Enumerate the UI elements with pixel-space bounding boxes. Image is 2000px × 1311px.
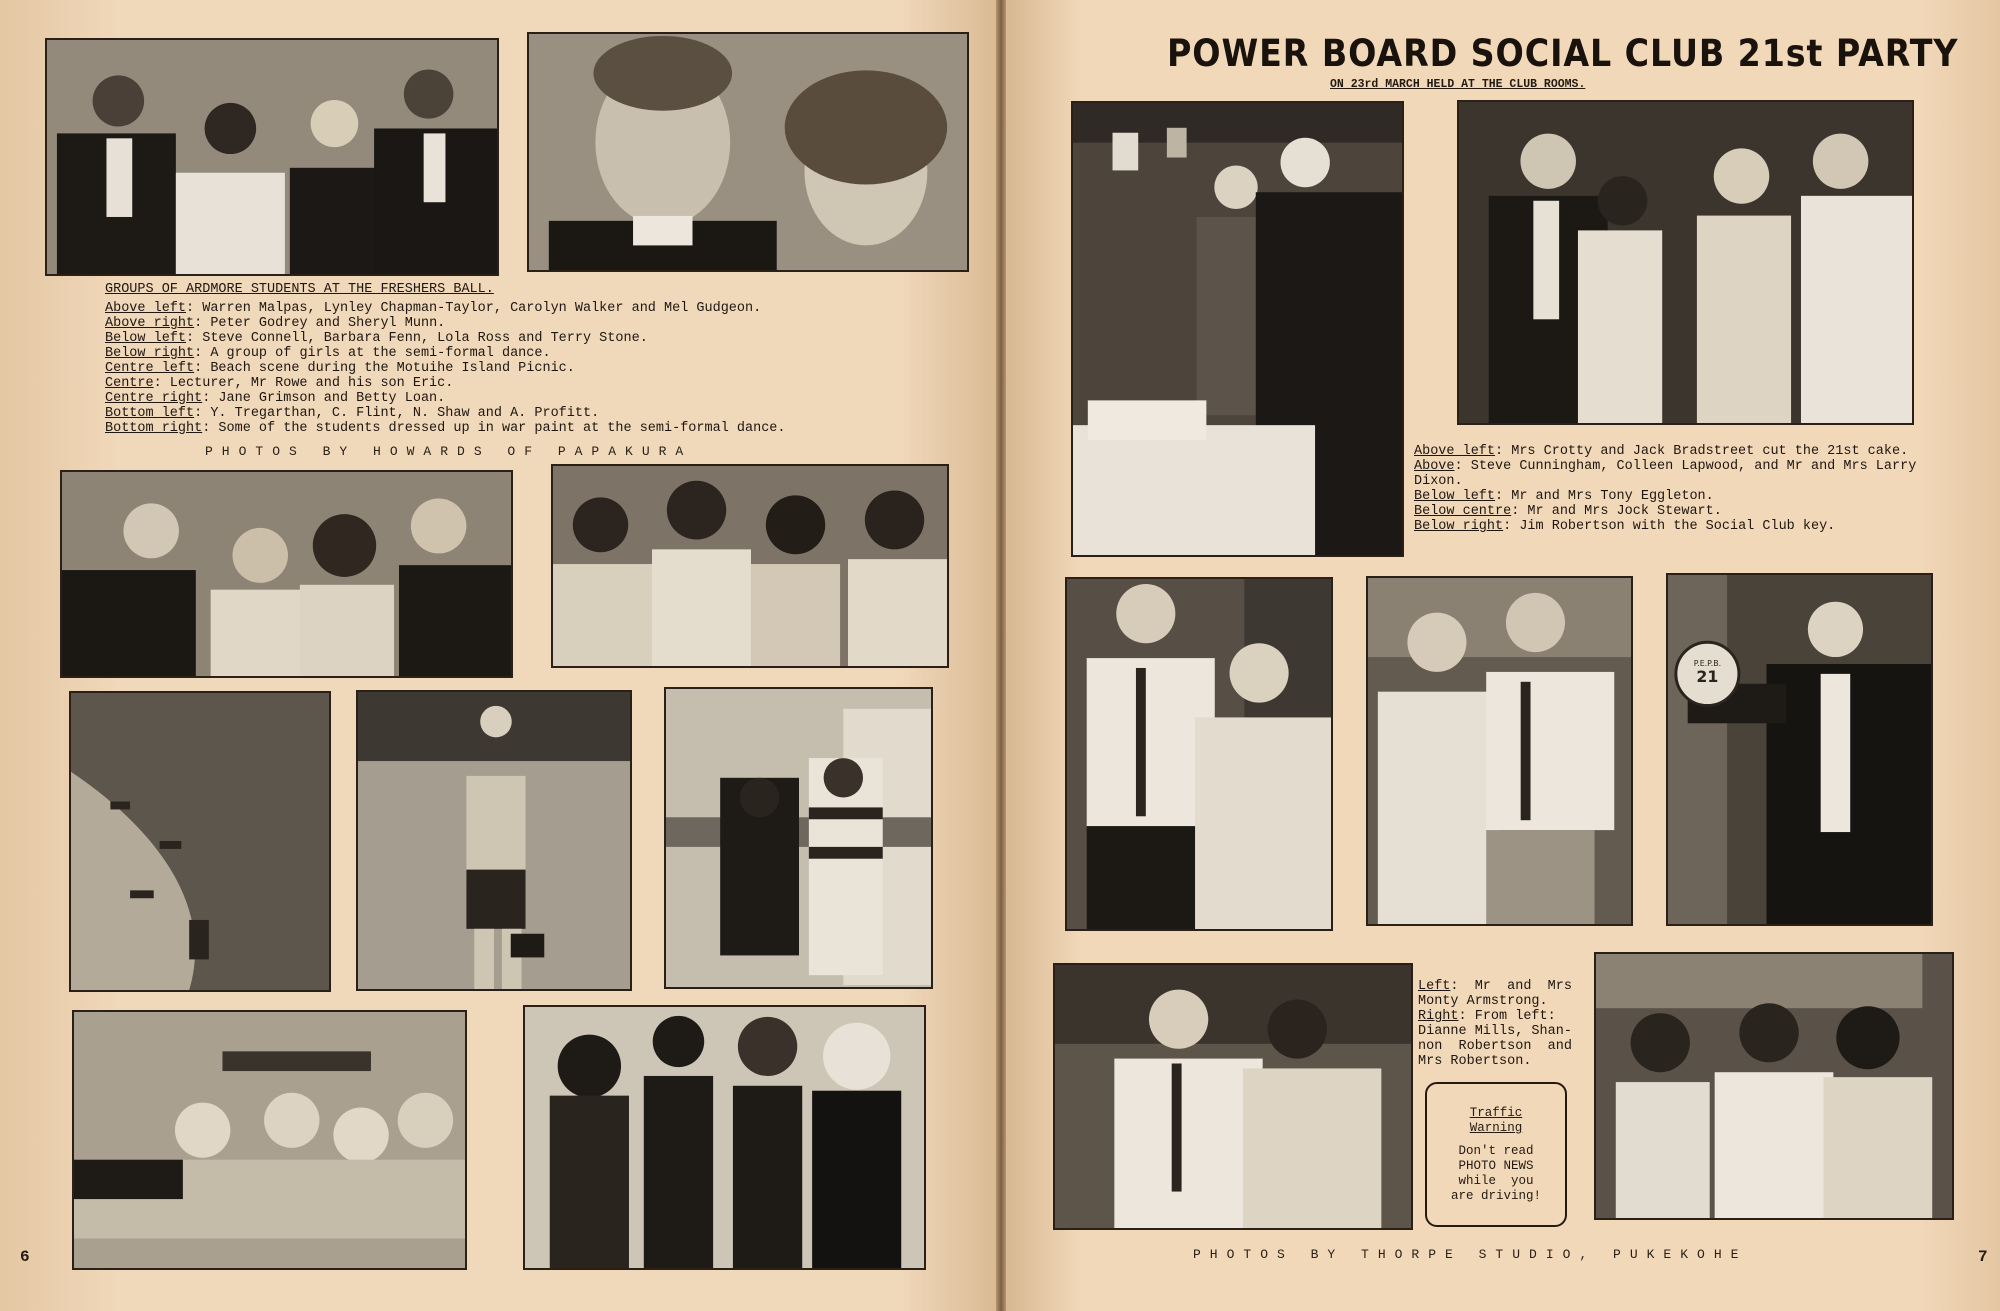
left-caption-list xyxy=(105,301,786,436)
warning-title-line1: Traffic xyxy=(1469,1106,1523,1120)
left-caption-line xyxy=(105,421,786,436)
right-caption-line xyxy=(1414,519,1916,534)
left-caption-text: : Beach scene during the Motuihe Island Picnic. xyxy=(194,361,575,376)
badge-text: P.E.P.B. xyxy=(1693,658,1722,668)
left-caption-label: Bottom right xyxy=(105,421,203,436)
side-caption-label: Right xyxy=(1418,1009,1459,1024)
left-caption-line xyxy=(105,406,786,421)
left-caption-line xyxy=(105,376,786,391)
page-title: POWER BOARD SOCIAL CLUB 21st PARTY xyxy=(1167,32,1959,75)
left-caption-label: Above left xyxy=(105,301,187,316)
left-caption-text: : A group of girls at the semi-formal dance. xyxy=(194,346,551,361)
warning-body: Don't read PHOTO NEWS while you are driving! xyxy=(1450,1144,1541,1203)
right-caption-list xyxy=(1414,444,1916,534)
left-caption-label: Centre right xyxy=(105,391,203,406)
left-caption-line xyxy=(105,331,786,346)
left-caption-label: Below left xyxy=(105,331,187,346)
svg-text:21: 21 xyxy=(1696,666,1719,686)
side-caption-label: Left xyxy=(1418,979,1451,994)
side-caption-text: : Mr and Mrs Monty Armstrong. xyxy=(1418,979,1572,1009)
right-page-number: 7 xyxy=(1978,1248,1988,1266)
left-caption-text: : Jane Grimson and Betty Loan. xyxy=(202,391,446,406)
right-caption-line xyxy=(1414,444,1916,459)
right-caption-text: : Mr and Mrs Jock Stewart. xyxy=(1511,504,1722,519)
photo-armstrong-couple xyxy=(1053,963,1413,1230)
left-caption-label: Bottom left xyxy=(105,406,195,421)
left-caption-label: Above right xyxy=(105,316,195,331)
photo-below-right-key xyxy=(1666,573,1933,926)
photo-below-left xyxy=(60,470,513,678)
left-page-number: 6 xyxy=(20,1248,30,1266)
right-caption-text: : Steve Cunningham, Colleen Lapwood, and Mr and Mrs Larry Dixon. xyxy=(1414,459,1917,489)
photo-centre xyxy=(356,690,632,991)
left-caption-text: : Y. Tregarthan, C. Flint, N. Shaw and A. Profitt. xyxy=(194,406,600,421)
left-caption-label: Below right xyxy=(105,346,195,361)
right-caption-text: : Mr and Mrs Tony Eggleton. xyxy=(1495,489,1714,504)
left-caption-line xyxy=(105,316,786,331)
right-caption-label: Below left xyxy=(1414,489,1496,504)
left-caption-text: : Lecturer, Mr Rowe and his son Eric. xyxy=(153,376,454,391)
left-caption-text: : Peter Godrey and Sheryl Munn. xyxy=(194,316,446,331)
left-caption-heading: GROUPS OF ARDMORE STUDENTS AT THE FRESHERS BALL. xyxy=(105,282,494,297)
left-caption-line xyxy=(105,361,786,376)
left-caption-label: Centre left xyxy=(105,361,195,376)
photo-cake-cutting xyxy=(1071,101,1404,557)
right-caption-label: Above left xyxy=(1414,444,1496,459)
photo-above-right xyxy=(527,32,969,272)
left-caption-text: : Steve Connell, Barbara Fenn, Lola Ross and Terry Stone. xyxy=(186,331,648,346)
photo-group-above xyxy=(1457,100,1914,425)
side-caption-text: : From left: Dianne Mills, Shan- non Robertson and Mrs Robertson. xyxy=(1418,1009,1572,1069)
photo-below-left-couple xyxy=(1065,577,1333,931)
left-caption-line xyxy=(105,301,786,316)
photo-bottom-left xyxy=(72,1010,467,1270)
side-caption-list xyxy=(1418,979,1572,1069)
right-photo-credit: PHOTOS BY THORPE STUDIO, PUKEKOHE xyxy=(1193,1247,1748,1262)
right-caption-label: Above xyxy=(1414,459,1455,474)
right-caption-text: : Jim Robertson with the Social Club key. xyxy=(1503,519,1836,534)
photo-centre-right xyxy=(664,687,933,989)
photo-robertson-group xyxy=(1594,952,1954,1220)
right-caption-line xyxy=(1414,504,1916,519)
right-caption-text: : Mrs Crotty and Jack Bradstreet cut the 21st cake. xyxy=(1495,444,1909,459)
side-caption-line xyxy=(1418,1009,1572,1069)
right-caption-label: Below right xyxy=(1414,519,1504,534)
warning-title-line2: Warning xyxy=(1469,1121,1523,1135)
left-caption-line xyxy=(105,346,786,361)
photo-below-right xyxy=(551,464,949,668)
left-caption-line xyxy=(105,391,786,406)
left-caption-text: : Some of the students dressed up in war paint at the semi-formal dance. xyxy=(202,421,786,436)
photo-bottom-right xyxy=(523,1005,926,1270)
side-caption-line xyxy=(1418,979,1572,1009)
photo-below-centre-couple xyxy=(1366,576,1633,926)
right-caption-label: Below centre xyxy=(1414,504,1512,519)
page-subtitle: ON 23rd MARCH HELD AT THE CLUB ROOMS. xyxy=(1330,78,1586,91)
photo-centre-left xyxy=(69,691,331,992)
traffic-warning-box xyxy=(1425,1082,1567,1227)
left-caption-text: : Warren Malpas, Lynley Chapman-Taylor, Carolyn Walker and Mel Gudgeon. xyxy=(186,301,762,316)
right-caption-line xyxy=(1414,459,1916,489)
book-spine xyxy=(996,0,1006,1311)
left-caption-label: Centre xyxy=(105,376,154,391)
left-photo-credit: PHOTOS BY HOWARDS OF PAPAKURA xyxy=(205,444,693,459)
photo-above-left xyxy=(45,38,499,276)
right-caption-line xyxy=(1414,489,1916,504)
